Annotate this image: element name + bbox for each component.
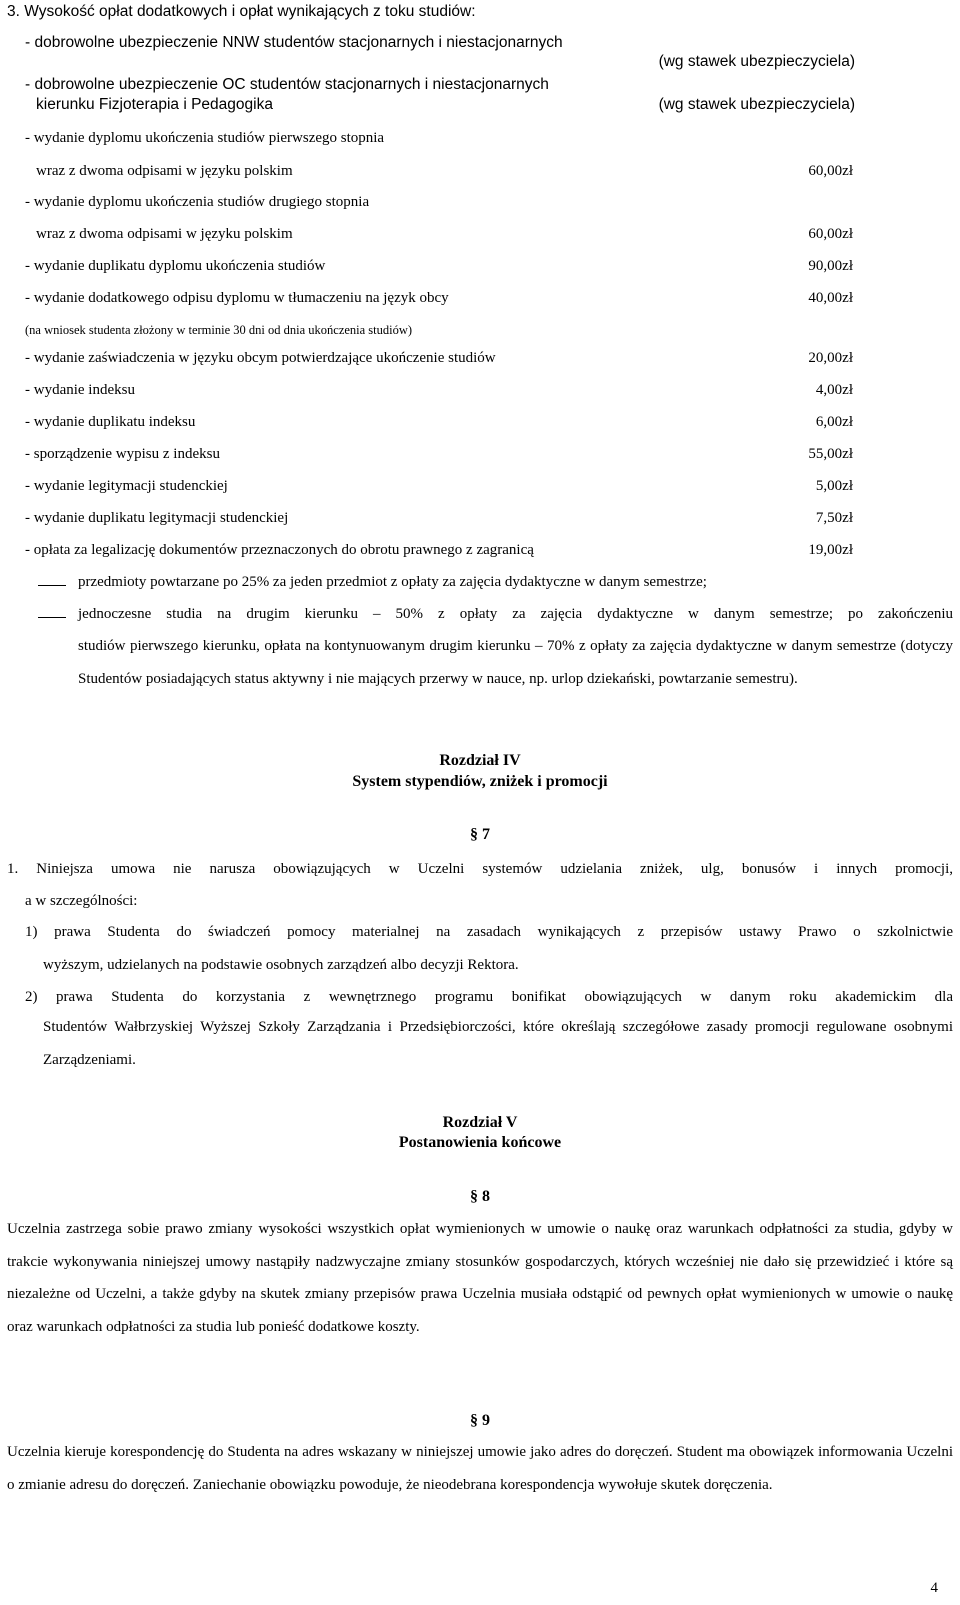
fee-label: - wydanie duplikatu legitymacji studenckiej [25,510,289,526]
fee-oc-label: - dobrowolne ubezpieczenie OC studentów stacjonarnych i niestacjonarnych [25,76,549,93]
chapter-subtitle: System stypendiów, zniżek i promocji [352,773,608,790]
fee-price: 5,00zł [815,478,853,494]
section-mark: § 9 [470,1412,490,1429]
fee-nnw-label: - dobrowolne ubezpieczenie NNW studentów stacjonarnych i niestacjonarnych [25,34,563,51]
fee-label: - wydanie dodatkowego odpisu dyplomu w tłumaczeniu na język obcy [25,290,449,306]
fee-price: 20,00zł [808,350,853,366]
clause-text-cont: a w szczególności: [25,893,138,909]
fee-nnw-price: (wg stawek ubezpieczyciela) [658,53,855,70]
chapter-subtitle: Postanowienia końcowe [398,1134,562,1151]
fee-price: 90,00zł [808,258,853,274]
clause-paragraph [7,1436,953,1501]
fee-label: wraz z dwoma odpisami w języku polskim [36,226,293,242]
fee-note: (na wniosek studenta złożony w terminie 30 dni od dnia ukończenia studiów) [25,323,413,337]
fee-oc-label-cont: kierunku Fizjoterapia i Pedagogika [36,96,273,113]
fee-label: - wydanie dyplomu ukończenia studiów pierwszego stopnia [25,130,385,146]
fee-price: 7,50zł [815,510,853,526]
fee-price: 60,00zł [808,163,853,179]
fee-label: - opłata za legalizację dokumentów przeznaczonych do obrotu prawnego z zagranicą [25,542,534,558]
fee-label: - wydanie dyplomu ukończenia studiów drugiego stopnia [25,194,370,210]
clause-text: 1. Niniejsza umowa nie narusza obowiązujących w Uczelni systemów udzielania zniżek, ulg, bonusów i innych promocji, [7,861,953,877]
fee-oc-price: (wg stawek ubezpieczyciela) [658,96,855,113]
clause-item: 1) prawa Studenta do świadczeń pomocy materialnej na zasadach wynikających z przepisów ustawy Prawo o szkolnictwie [25,924,953,940]
fee-label: - wydanie zaświadczenia w języku obcym potwierdzające ukończenie studiów [25,350,496,366]
section-mark: § 8 [470,1188,490,1205]
fee-label: - sporządzenie wypisu z indeksu [25,446,220,462]
clause-item-cont: wyższym, udzielanych na podstawie osobnych zarządzeń albo decyzji Rektora. [43,957,519,973]
fee-price: 19,00zł [808,542,853,558]
fee-price: 55,00zł [808,446,853,462]
page-number: 4 [930,1580,938,1596]
fee-label: - wydanie indeksu [25,382,135,398]
fee-label: - wydanie duplikatu indeksu [25,414,196,430]
clause-paragraph [7,1213,953,1343]
discount-second-field-text: jednoczesne studia na drugim kierunku – 50% z opłaty za zajęcia dydaktyczne w danym semestrze; po zakończeniu [78,606,953,622]
section-mark: § 7 [470,826,490,843]
fee-label: wraz z dwoma odpisami w języku polskim [36,163,293,179]
fee-price: 4,00zł [815,382,853,398]
clause-item: 2) prawa Studenta do korzystania z wewnętrznego programu bonifikat obowiązujących w danym roku akademickim dla [25,989,953,1005]
dash-bullet [38,585,66,586]
clause-paragraph-text: Uczelnia kieruje korespondencję do Studenta na adres wskazany w niniejszej umowie jako adres do doręczeń. Student ma obowiązek informowania Uczelni o zmianie adresu do doręczeń. Zaniechanie obowiązku powoduje, że nieodebrana korespondencja wywołuje skutek doręczenia. [7,1444,953,1493]
fee-label: - wydanie duplikatu dyplomu ukończenia studiów [25,258,326,274]
chapter-title: Rozdział V [442,1114,518,1131]
clause-item-cont: Studentów Wałbrzyskiej Wyższej Szkoły Zarządzania i Przedsiębiorczości, które określają szczegółowe zasady promocji regulowane osobnymi Zarządzeniami. [43,1019,953,1068]
discount-repeat-text: przedmioty powtarzane po 25% za jeden przedmiot z opłaty za zajęcia dydaktyczne w danym semestrze; [78,574,707,590]
dash-bullet [38,617,66,618]
fee-price: 6,00zł [815,414,853,430]
clause-paragraph-text: Uczelnia zastrzega sobie prawo zmiany wysokości wszystkich opłat wymienionych w umowie o naukę oraz warunkach odpłatności za studia, gdyby w trakcie wykonywania niniejszej umowy nastąpiły nadzwyczajne zmiany stosunków gospodarczych, których wcześniej nie dało się przewidzieć i które są niezależne od Uczelni, a także gdyby na skutek zmiany przepisów prawa Uczelnia musiała odstąpić od pewnych opłat wymienionych w umowie o naukę oraz warunkach odpłatności za studia lub ponieść dodatkowe koszty. [7,1221,953,1335]
fee-price: 40,00zł [808,290,853,306]
discount-second-field-text-cont: studiów pierwszego kierunku, opłata na kontynuowanym drugim kierunku – 70% z opłaty za zajęcia dydaktyczne w danym semestrze (dotyczy Studentów posiadających status aktywny i nie mających przerwy w nauce, np. urlop dziekański, powtarzanie semestru). [78,638,953,687]
fee-label: - wydanie legitymacji studenckiej [25,478,228,494]
section-heading: 3. Wysokość opłat dodatkowych i opłat wynikających z toku studiów: [7,3,476,20]
fee-price: 60,00zł [808,226,853,242]
chapter-title: Rozdział IV [439,752,521,769]
